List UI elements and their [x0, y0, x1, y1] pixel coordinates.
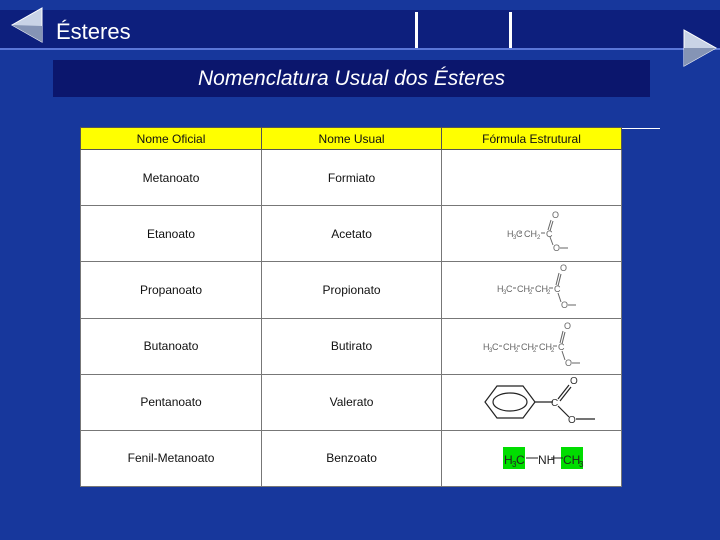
official-name: Butanoato	[81, 318, 262, 374]
formula-cell	[442, 206, 622, 262]
svg-text:O: O	[564, 357, 572, 368]
svg-text:2: 2	[514, 347, 518, 354]
formula-cell	[442, 430, 622, 486]
acetate-structure-image	[447, 206, 617, 258]
svg-text:C: C	[515, 229, 523, 240]
svg-text:2: 2	[532, 347, 536, 354]
table-row	[81, 206, 622, 262]
svg-text:CH: CH	[562, 452, 580, 467]
subtitle: Nomenclatura Usual dos Ésteres	[198, 67, 505, 90]
svg-text:C: C	[550, 397, 558, 409]
usual-name: Formiato	[262, 150, 442, 206]
header-separator-2	[509, 12, 512, 48]
dimethylamine-structure-image	[447, 431, 617, 483]
table-row	[81, 262, 622, 318]
official-name: Etanoato	[81, 206, 262, 262]
svg-text:O: O	[560, 300, 568, 311]
svg-text:O: O	[551, 210, 559, 221]
subtitle-banner	[53, 60, 650, 97]
official-name: Metanoato	[81, 150, 262, 206]
table-header-row	[81, 128, 622, 150]
left-arrow-icon[interactable]	[6, 4, 46, 44]
header-divider	[0, 48, 720, 50]
svg-text:H: H	[503, 452, 513, 467]
column-header-official: Nome Oficial	[81, 128, 262, 150]
svg-text:3: 3	[511, 459, 516, 469]
column-header-formula: Fórmula Estrutural	[442, 128, 622, 150]
usual-name: Propionato	[262, 262, 442, 318]
official-name: Pentanoato	[81, 374, 262, 430]
formula-cell	[442, 262, 622, 318]
svg-text:3: 3	[512, 235, 516, 242]
usual-name: Benzoato	[262, 430, 442, 486]
svg-text:CH: CH	[534, 284, 548, 295]
svg-text:O: O	[559, 263, 567, 274]
table-row	[81, 374, 622, 430]
svg-text:3: 3	[488, 347, 492, 354]
svg-text:2: 2	[550, 347, 554, 354]
svg-text:3: 3	[502, 290, 506, 297]
propionate-structure-image	[447, 262, 617, 314]
svg-text:NH: NH	[537, 452, 555, 467]
svg-text:O: O	[563, 320, 571, 331]
column-header-usual: Nome Usual	[262, 128, 442, 150]
svg-text:CH: CH	[516, 284, 530, 295]
formula-cell	[442, 318, 622, 374]
svg-text:CH: CH	[502, 341, 516, 352]
usual-name: Acetato	[262, 206, 442, 262]
table-row	[81, 318, 622, 374]
table-row	[81, 430, 622, 486]
svg-text:CH: CH	[523, 229, 537, 240]
usual-name: Butirato	[262, 318, 442, 374]
svg-text:3: 3	[578, 459, 583, 469]
svg-text:2: 2	[536, 235, 540, 242]
svg-text:C: C	[557, 341, 565, 352]
official-name: Propanoato	[81, 262, 262, 318]
svg-text:C: C	[553, 284, 561, 295]
butyrate-structure-image	[447, 319, 617, 371]
table-row	[81, 150, 622, 206]
right-arrow-icon[interactable]	[680, 26, 720, 70]
svg-text:2: 2	[528, 290, 532, 297]
svg-text:H: H	[496, 284, 504, 295]
svg-text:C: C	[515, 452, 525, 467]
svg-text:C: C	[491, 341, 499, 352]
page-title: Ésteres	[56, 19, 131, 44]
formula-cell	[442, 374, 622, 430]
decorative-rule	[622, 128, 660, 129]
svg-text:O: O	[552, 243, 560, 254]
svg-text:C: C	[545, 229, 553, 240]
official-name: Fenil-Metanoato	[81, 430, 262, 486]
svg-text:2: 2	[546, 290, 550, 297]
svg-text:H: H	[506, 229, 514, 240]
esters-table	[80, 127, 622, 487]
svg-text:O: O	[567, 414, 576, 426]
svg-text:CH: CH	[520, 341, 534, 352]
header-separator-1	[415, 12, 418, 48]
svg-text:CH: CH	[538, 341, 552, 352]
svg-text:H: H	[482, 341, 490, 352]
benzene-ester-structure-image	[447, 375, 617, 427]
svg-text:C: C	[505, 284, 513, 295]
usual-name: Valerato	[262, 374, 442, 430]
formula-cell	[442, 150, 622, 206]
svg-text:O: O	[569, 375, 578, 387]
